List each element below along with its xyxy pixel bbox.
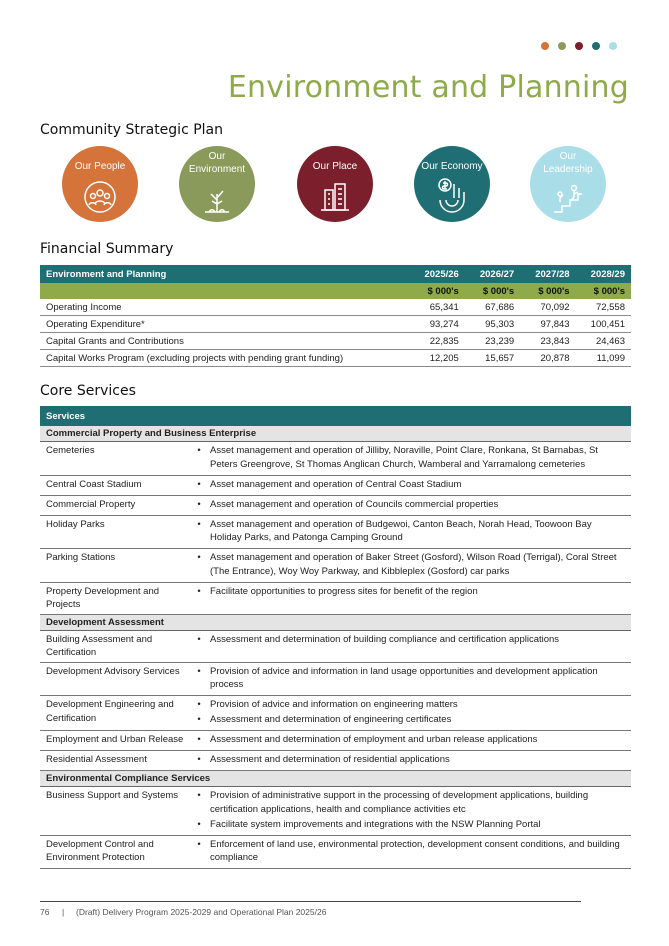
service-description: [206, 696, 631, 731]
bullet-icon: •: [197, 498, 201, 510]
description-line: Provision of advice and information on engineering matters: [210, 699, 458, 710]
financial-summary-heading: Financial Summary: [40, 241, 174, 257]
service-description: [206, 549, 631, 583]
bullet-column: [192, 515, 206, 549]
service-name: Business Support and Systems: [40, 787, 192, 836]
unit-cell: $ 000's: [538, 285, 570, 297]
value-cell: 24,463: [576, 333, 631, 350]
bullet-icon: •: [197, 714, 201, 725]
decorative-dot: [558, 42, 566, 50]
unit-cell: $ 000's: [427, 285, 459, 297]
service-name: Development Control and Environment Protection: [40, 835, 192, 869]
description-line: Assessment and determination of engineering certificates: [210, 714, 452, 725]
service-name: Holiday Parks: [40, 515, 192, 549]
service-description: [206, 475, 631, 495]
bullet-column: [192, 787, 206, 836]
service-name: Employment and Urban Release: [40, 731, 192, 751]
unit-cell: $ 000's: [482, 285, 515, 297]
bullet-column: [192, 696, 206, 731]
service-name: Development Advisory Services: [40, 662, 192, 696]
service-row: [40, 475, 631, 495]
service-name: Commercial Property: [40, 495, 192, 515]
description-line: Asset management and operation of Central Coast Stadium: [210, 478, 462, 490]
description-line: Facilitate system improvements and integrations with the NSW Planning Portal: [210, 818, 541, 830]
description-line: Assessment and determination of employment and urban release applications: [210, 734, 538, 745]
theme-label: Our Place: [312, 161, 358, 172]
bullet-column: [192, 751, 206, 771]
theme-our-leadership: [530, 146, 606, 222]
services-header-row: [40, 406, 631, 426]
value-cell: 23,843: [520, 333, 575, 350]
service-description: [206, 751, 631, 771]
column-header: Environment and Planning: [46, 268, 167, 280]
service-group-row: [40, 426, 631, 442]
service-name: Property Development and Projects: [40, 582, 192, 614]
service-description: [206, 835, 631, 869]
table-row: [40, 316, 631, 333]
value-cell: 11,099: [576, 350, 631, 367]
service-row: [40, 630, 631, 662]
service-name: Cemeteries: [40, 442, 192, 476]
theme-label: Our Environment: [188, 151, 246, 175]
theme-our-place: [297, 146, 373, 222]
core-services-table: [40, 406, 631, 869]
footer-separator: |: [62, 907, 65, 917]
page-footer: [40, 901, 581, 917]
description-line: Facilitate opportunities to progress sites for benefit of the region: [210, 585, 478, 597]
column-header: 2027/28: [535, 268, 570, 280]
value-cell: 15,657: [465, 350, 520, 367]
decorative-dot: [575, 42, 583, 50]
bullet-icon: •: [197, 478, 201, 490]
leadership-icon: [550, 182, 586, 216]
units-row: [40, 283, 631, 299]
decorative-dot: [541, 42, 549, 50]
unit-cell: [40, 283, 409, 299]
footer-document-title: (Draft) Delivery Program 2025-2029 and Operational Plan 2025/26: [76, 907, 327, 917]
bullet-icon: •: [197, 665, 201, 677]
page-title: Environment and Planning: [227, 70, 629, 105]
service-row: [40, 582, 631, 614]
service-name: Parking Stations: [40, 549, 192, 583]
service-group-name: Environmental Compliance Services: [40, 771, 631, 787]
service-description: [206, 630, 631, 662]
column-header: 2025/26: [424, 268, 459, 280]
service-row: [40, 495, 631, 515]
bullet-column: [192, 731, 206, 751]
bullet-icon: •: [197, 734, 201, 745]
service-description: [206, 515, 631, 549]
service-row: [40, 696, 631, 731]
theme-our-environment: [179, 146, 255, 222]
bullet-icon: •: [197, 818, 201, 830]
theme-label: Our Leadership: [543, 151, 593, 175]
bullet-column: [192, 835, 206, 869]
buildings-icon: [317, 180, 353, 214]
bullet-column: [192, 630, 206, 662]
strategic-themes: [62, 146, 602, 226]
service-name: Building Assessment and Certification: [40, 630, 192, 662]
bullet-icon: •: [197, 445, 201, 456]
bullet-column: [192, 549, 206, 583]
bullet-column: [192, 475, 206, 495]
value-cell: 95,303: [465, 316, 520, 333]
value-cell: 93,274: [409, 316, 464, 333]
tree-icon: [199, 182, 235, 216]
bullet-icon: •: [197, 585, 201, 597]
theme-label: Our People: [74, 161, 126, 172]
financial-summary-table: [40, 265, 631, 367]
bullet-column: [192, 442, 206, 476]
core-services-heading: Core Services: [40, 383, 136, 399]
value-cell: 97,843: [520, 316, 575, 333]
bullet-column: [192, 582, 206, 614]
economy-icon: [432, 176, 472, 214]
service-description: [206, 662, 631, 696]
service-description: [206, 442, 631, 476]
value-cell: 72,558: [576, 299, 631, 316]
description-line: Assessment and determination of building compliance and certification applications: [210, 633, 560, 645]
value-cell: 23,239: [465, 333, 520, 350]
row-label: Operating Expenditure*: [40, 316, 409, 333]
service-group-row: [40, 614, 631, 630]
csp-heading: Community Strategic Plan: [40, 122, 223, 138]
page-number: 76: [40, 907, 50, 917]
service-name: Residential Assessment: [40, 751, 192, 771]
table-header-row: [40, 265, 631, 283]
theme-our-economy: [414, 146, 490, 222]
decorative-dot: [592, 42, 600, 50]
service-description: [206, 495, 631, 515]
description-line: Assessment and determination of residential applications: [210, 754, 450, 765]
service-description: [206, 787, 631, 836]
decorative-dots: [541, 42, 617, 50]
value-cell: 100,451: [576, 316, 631, 333]
service-row: [40, 549, 631, 583]
service-description: [206, 731, 631, 751]
service-row: [40, 787, 631, 836]
service-name: Central Coast Stadium: [40, 475, 192, 495]
service-group-name: Commercial Property and Business Enterprise: [40, 426, 631, 442]
service-description: [206, 582, 631, 614]
description-line: Asset management and operation of Budgewoi, Canton Beach, Norah Head, Toowoon Bay Holiday Parks, and Patonga Camping Ground: [210, 518, 592, 543]
bullet-icon: •: [197, 838, 201, 850]
value-cell: 70,092: [520, 299, 575, 316]
theme-label: Our Economy: [421, 161, 483, 172]
service-row: [40, 731, 631, 751]
bullet-column: [192, 662, 206, 696]
service-row: [40, 751, 631, 771]
theme-our-people: [62, 146, 138, 222]
column-header: 2028/29: [590, 268, 625, 280]
value-cell: 22,835: [409, 333, 464, 350]
description-line: Enforcement of land use, environmental protection, development consent conditions, and building compliance: [210, 838, 620, 863]
column-header: 2026/27: [479, 268, 515, 280]
service-row: [40, 442, 631, 476]
bullet-icon: •: [197, 552, 201, 563]
bullet-icon: •: [197, 790, 201, 801]
description-line: Asset management and operation of Baker Street (Gosford), Wilson Road (Terrigal), Coral Street (The Entrance), Woy Woy Parkway, and Kibbleplex (Gosford) car parks: [210, 552, 617, 577]
value-cell: 65,341: [409, 299, 464, 316]
value-cell: 12,205: [409, 350, 464, 367]
row-label: Operating Income: [40, 299, 409, 316]
description-line: Provision of advice and information in land usage opportunities and development application process: [210, 665, 598, 690]
service-group-row: [40, 771, 631, 787]
description-line: Provision of administrative support in the processing of development applications, building certification applications, health and compliance activities etc: [210, 790, 589, 815]
services-header: Services: [40, 406, 631, 426]
value-cell: 20,878: [520, 350, 575, 367]
bullet-icon: •: [197, 754, 201, 765]
bullet-icon: •: [197, 699, 201, 710]
service-group-name: Development Assessment: [40, 614, 631, 630]
row-label: Capital Grants and Contributions: [40, 333, 409, 350]
description-line: Asset management and operation of Councils commercial properties: [210, 498, 499, 510]
unit-cell: $ 000's: [593, 285, 625, 297]
bullet-icon: •: [197, 518, 201, 530]
service-row: [40, 662, 631, 696]
service-name: Development Engineering and Certification: [40, 696, 192, 731]
decorative-dot: [609, 42, 617, 50]
value-cell: 67,686: [465, 299, 520, 316]
service-row: [40, 835, 631, 869]
table-row: [40, 350, 631, 367]
people-icon: [82, 180, 118, 214]
table-row: [40, 333, 631, 350]
row-label: Capital Works Program (excluding projects with pending grant funding): [40, 350, 409, 367]
bullet-column: [192, 495, 206, 515]
table-row: [40, 299, 631, 316]
description-line: Asset management and operation of Jilliby, Noraville, Point Clare, Ronkana, St Barnabas, St Peters Greengrove, St Thomas Anglican Church, Wamberal and Yarramalong cemeteries: [210, 445, 598, 470]
service-row: [40, 515, 631, 549]
bullet-icon: •: [197, 633, 201, 645]
